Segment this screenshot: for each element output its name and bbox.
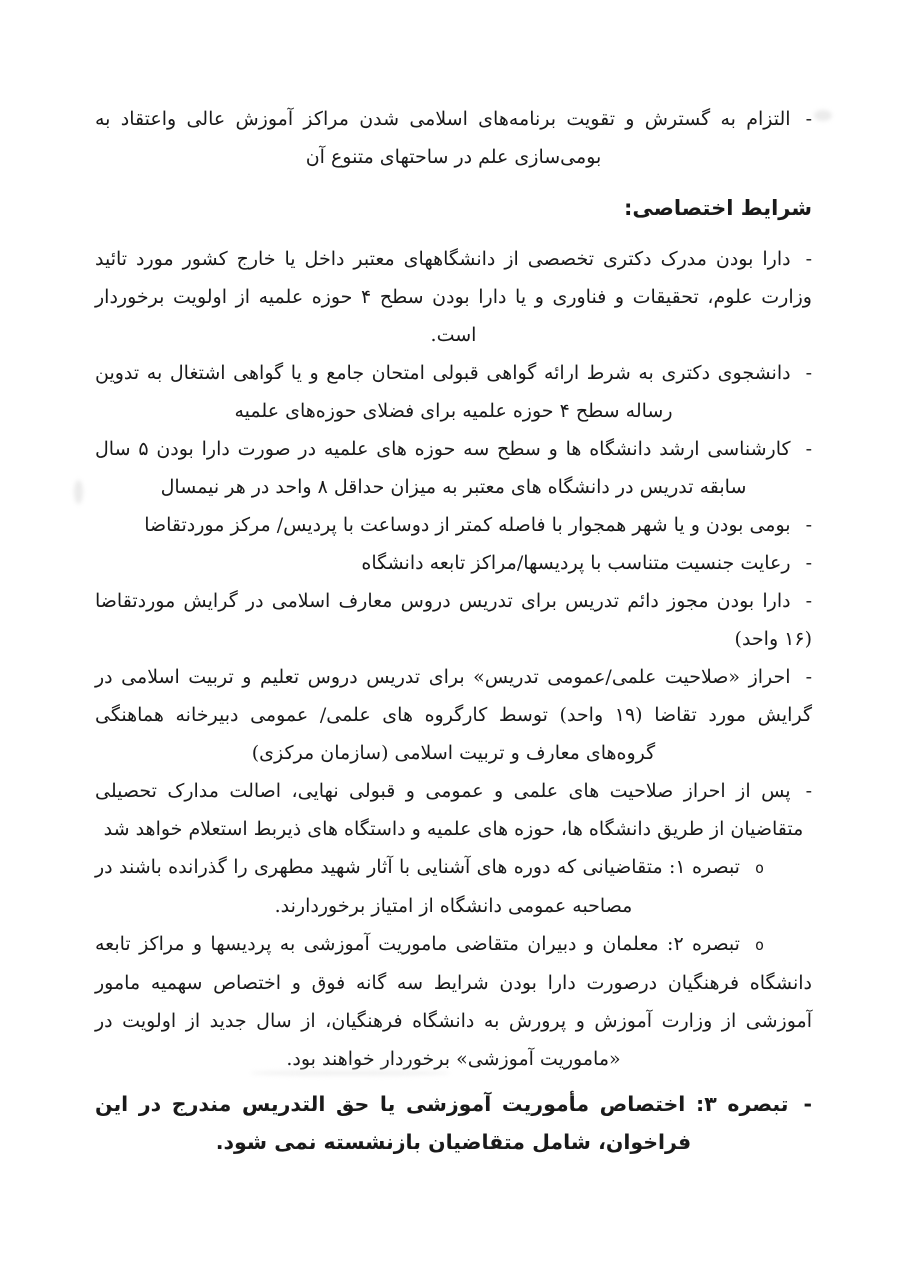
list-item-text: احراز «صلاحیت علمی/عمومی تدریس» برای تدریس دروس تعلیم و تربیت اسلامی در گرایش مورد تقاضا (۱۹ واحد) توسط کارگروه های علمی/ عمومی دبیرخانه هماهنگی گروه‌های معارف و تربیت اسلامی (سازمان مرکزی): [95, 666, 812, 764]
circle-bullet-icon: o: [754, 859, 764, 877]
list-item: [95, 354, 812, 430]
list-item-text: بومی بودن و یا شهر همجوار با فاصله کمتر از دوساعت با پردیس/ مرکز موردتقاضا: [144, 514, 791, 536]
scan-artifact: [74, 480, 83, 504]
list-item-note: [95, 925, 812, 1078]
list-item-text: دانشجوی دکتری به شرط ارائه گواهی قبولی امتحان جامع و یا گواهی اشتغال به تدوین رساله سطح ۴ حوزه علمیه برای فضلای حوزه‌های علمیه: [95, 362, 791, 422]
list-item-note: [95, 848, 812, 925]
dash-bullet-icon: -: [805, 438, 812, 460]
list-item: [95, 582, 812, 658]
list-item-text: دارا بودن مدرک دکتری تخصصی از دانشگاههای معتبر داخل یا خارج کشور مورد تائید وزارت علوم، تحقیقات و فناوری و یا دارا بودن سطح ۴ حوزه علمیه از اولویت برخوردار است.: [95, 248, 812, 346]
list-item-text: دارا بودن مجوز دائم تدریس برای تدریس دروس معارف اسلامی در گرایش موردتقاضا (۱۶ واحد): [95, 590, 812, 650]
dash-bullet-icon: -: [805, 108, 812, 130]
list-item-text: تبصره ۳: اختصاص مأموریت آموزشی یا حق التدریس مندرج در این فراخوان، شامل متقاضیان بازنشسته نمی شود.: [95, 1092, 789, 1154]
list-item-text: رعایت جنسیت متناسب با پردیسها/مراکز تابعه دانشگاه: [361, 552, 791, 574]
dash-bullet-icon: -: [805, 590, 812, 612]
list-item: [95, 100, 812, 176]
scan-artifact: [250, 1070, 450, 1076]
list-item: [95, 430, 812, 506]
section-heading: شرایط اختصاصی:: [623, 196, 812, 220]
list-item-text: التزام به گسترش و تقویت برنامه‌های اسلامی شدن مراکز آموزش عالی واعتقاد به بومی‌سازی علم در ساحتهای متنوع آن: [95, 108, 791, 168]
dash-bullet-icon: -: [805, 666, 812, 688]
list-item: [95, 544, 812, 582]
dash-bullet-icon: -: [805, 248, 812, 270]
dash-bullet-icon: -: [803, 1092, 812, 1116]
dash-bullet-icon: -: [805, 514, 812, 536]
circle-bullet-icon: o: [754, 936, 764, 954]
dash-bullet-icon: -: [805, 780, 812, 802]
list-item: [95, 658, 812, 772]
list-item-text: کارشناسی ارشد دانشگاه ها و سطح سه حوزه های علمیه در صورت دارا بودن ۵ سال سابقه تدریس در دانشگاه های معتبر به میزان حداقل ۸ واحد در هر نیمسال: [95, 438, 791, 498]
list-item-note-bold: [95, 1085, 812, 1161]
list-item: [95, 506, 812, 544]
list-item-text: تبصره ۱: متقاضیانی که دوره های آشنایی با آثار شهید مطهری را گذرانده باشند در مصاحبه عمومی دانشگاه از امتیاز برخوردارند.: [95, 856, 740, 917]
dash-bullet-icon: -: [805, 362, 812, 384]
list-item: [95, 772, 812, 848]
scan-artifact: [814, 110, 832, 121]
dash-bullet-icon: -: [805, 552, 812, 574]
list-item-text: پس از احراز صلاحیت های علمی و عمومی و قبولی نهایی، اصالت مدارک تحصیلی متقاضیان از طریق دانشگاه ها، حوزه های علمیه و داستگاه های ذیربط استعلام خواهد شد: [95, 780, 804, 840]
list-item-text: تبصره ۲: معلمان و دبیران متقاضی ماموریت آموزشی به پردیسها و مراکز تابعه دانشگاه فرهنگیان درصورت دارا بودن شرایط سه گانه فوق و اختصاص سهمیه مامور آموزشی از وزارت آموزش و پرورش به دانشگاه فرهنگیان، از سال جدید از اولویت در «ماموریت آموزشی» برخوردار خواهند بود.: [95, 933, 812, 1070]
list-item: [95, 240, 812, 354]
